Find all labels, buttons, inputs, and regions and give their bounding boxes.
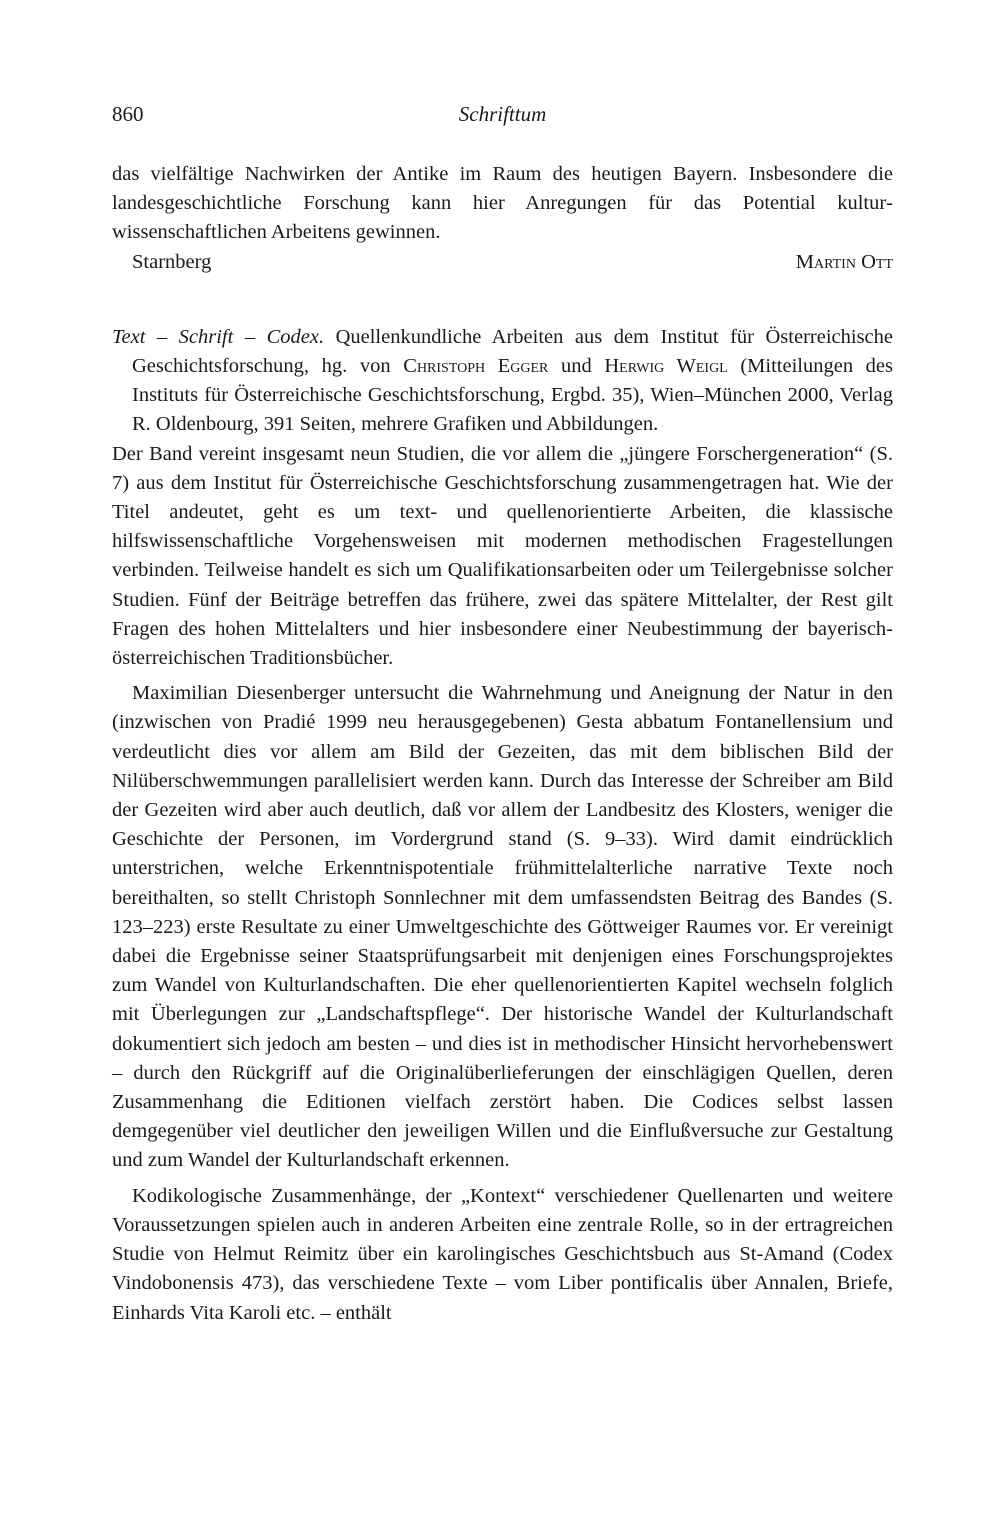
citation-details: (Mitteilungen des Instituts für Österreichische Geschichtsforschung, Ergbd. 35), Wien–München 2000, Verlag R. Oldenbourg, 391 Seiten, mehrere Grafiken und Abbildungen.	[132, 355, 894, 436]
editor-conjunction: und	[548, 355, 605, 377]
running-title: Schrifttum	[458, 102, 547, 126]
previous-review-signature	[112, 248, 893, 277]
book-subtitle: Quellenkundliche Arbeiten aus dem Institut für Österreichische Geschichtsforschung, hg. von	[132, 325, 893, 377]
page-number: 860	[112, 102, 144, 126]
review-place: Starnberg	[132, 250, 212, 273]
review-paragraph: Maximilian Diesenberger untersucht die Wahrnehmung und Aneignung der Natur in den (inzwischen von Pradié 1999 neu herausgegebenen) Gesta abbatum Fontanellensium und verdeutlicht dies vor allem am Bild der Gezeiten, das mit dem biblischen Bild der Nilüberschwemmungen parallelisiert werden kann. Durch das Interesse der Schreiber am Bild der Gezeiten wird aber auch deutlich, daß vor allem der Landbesitz des Klosters, weniger die Geschichte der Personen, im Vordergrund stand (S. 9–33). Wird damit eindrücklich unterstrichen, welche Erkenntnispotentiale frühmittelalterliche narrative Texte noch bereithalten, so stellt Christoph Sonnlechner mit dem umfassendsten Beitrag des Bandes (S. 123–223) erste Resultate zu einer Umweltgeschichte des Göttweiger Raumes vor. Er vereinigt dabei die Ergebnisse seiner Staatsprüfungsarbeit mit denjenigen eines Forschungsprojektes zum Wandel von Kulturlandschaften. Die eher quellenorientierten Kapitel wechseln folglich mit Überlegungen zur „Landschaftspflege“. Der historische Wandel der Kulturlandschaft dokumentiert sich jedoch am besten – und dies ist in methodischer Hinsicht hervorhebenswert – durch den Rückgriff auf die Originalüberlieferungen der einschlägigen Quellen, deren Zusammenhang die Editionen vielfach zerstört haben. Die Codices selbst lassen demgegenüber viel deutlicher den jeweiligen Willen und die Einflußversuche zur Gestaltung und zum Wandel der Kulturlandschaft erkennen.	[112, 682, 893, 1172]
editor-name-2: Herwig Weigl	[604, 355, 728, 377]
editor-name-1: Christoph Egger	[403, 355, 549, 377]
reviewer-name: Martin Ott	[795, 250, 893, 273]
running-header	[112, 102, 893, 132]
page-body	[112, 160, 893, 1328]
book-title: Text – Schrift – Codex.	[112, 325, 325, 348]
bibliographic-entry	[112, 323, 893, 440]
review-paragraph: Der Band vereint insgesamt neun Studien, die vor allem die „jüngere Forschergeneration“ (S. 7) aus dem Institut für Österreichische Geschichtsforschung zusammengetragen hat. Wie der Titel andeutet, geht es um text- und quellenorientierte Arbeiten, die klassische hilfswissenschaftliche Vorgehensweisen mit modernen methodischen Fragestellungen verbinden. Teilweise handelt es sich um Qualifikationsarbeiten oder um Teilergebnisse solcher Studien. Fünf der Beiträge betreffen das frühere, zwei das spätere Mittelalter, der Rest gilt Fragen des hohen Mittelalters und hier insbesondere einer Neubestimmung der bayerisch-österreichischen Traditionsbücher.	[112, 442, 893, 670]
previous-review-closing: das vielfältige Nachwirken der Antike im Raum des heutigen Bayern. Insbesondere die landesgeschichtliche Forschung kann hier Anregungen für das Potential kulturwissenschaftlichen Arbeitens gewinnen.	[112, 163, 893, 244]
review-paragraph: Kodikologische Zusammenhänge, der „Kontext“ verschiedener Quellenarten und weitere Voraussetzungen spielen auch in anderen Arbeiten eine zentrale Rolle, so in der ertragreichen Studie von Helmut Reimitz über ein karolingisches Geschichtsbuch aus St-Amand (Codex Vindobonensis 473), das verschiedene Texte – vom Liber pontificalis über Annalen, Briefe, Einhards Vita Karoli etc. – enthält	[112, 1184, 893, 1324]
